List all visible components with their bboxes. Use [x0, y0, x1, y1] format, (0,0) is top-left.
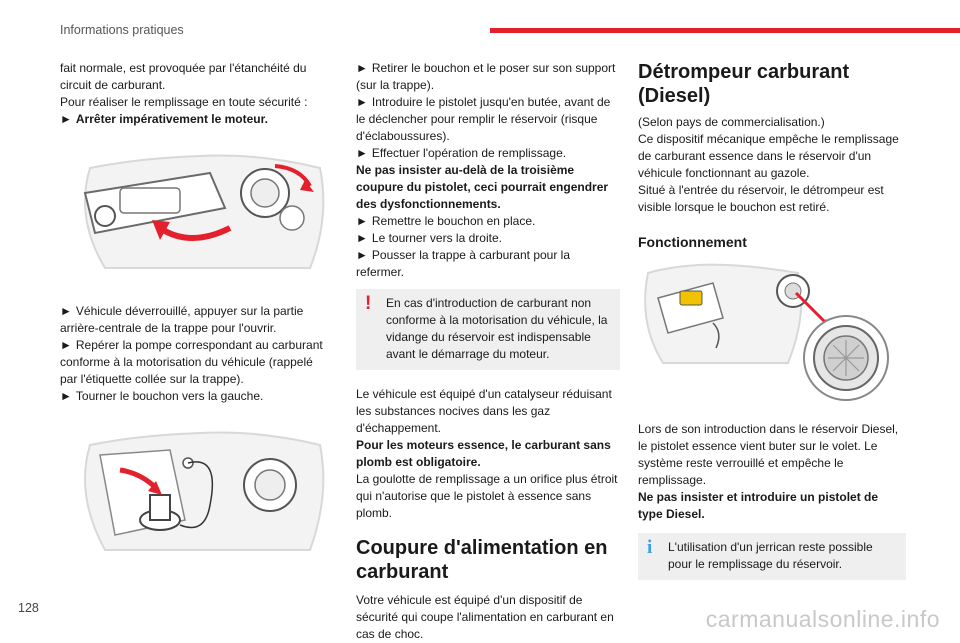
step-text: Effectuer l'opération de remplissage.: [371, 146, 567, 160]
warning-third-cutoff: Ne pas insister au-delà de la troisième coupure du pistolet, ceci pourrait engendrer des dysfonctionnements.: [356, 163, 609, 211]
heading-operation: Fonctionnement: [638, 234, 747, 250]
step-arrow-icon: ►: [356, 248, 368, 262]
warning-exclamation-icon: !: [365, 293, 372, 314]
step-arrow-icon: ►: [356, 95, 368, 109]
step-arrow-icon: ►: [356, 146, 368, 160]
paragraph-safety: Pour réaliser le remplissage en toute sécurité :: [60, 95, 308, 109]
paragraph-mechanism: Ce dispositif mécanique empêche le remplissage de carburant essence dans le réservoir d'un véhicule fonctionnant au gazole.: [638, 132, 899, 180]
step-unlock: [60, 303, 328, 337]
paragraph-use-diesel: Ne pas insister et introduire un pistolet de type Diesel.: [638, 490, 879, 521]
step-arrow-icon: ►: [356, 61, 368, 75]
header-section-title: Informations pratiques: [60, 23, 184, 37]
steps-list: [60, 303, 328, 405]
step-text: Pousser la trappe à carburant pour la refermer.: [356, 248, 571, 279]
warning-note: [356, 289, 620, 370]
column-2: [356, 60, 620, 643]
step-text: Véhicule déverrouillé, appuyer sur la partie arrière-centrale de la trappe pour l'ouvrir.: [60, 304, 304, 335]
page-number: 128: [18, 601, 39, 615]
step-arrow-icon: ►: [356, 231, 368, 245]
step-turn-right: [356, 230, 620, 247]
header-accent-bar: [490, 28, 960, 33]
info-note-text: L'utilisation d'un jerrican reste possible pour le remplissage du réservoir.: [668, 540, 873, 571]
figure-cap-removed: [60, 425, 328, 560]
paragraph-nozzle-blocked: Lors de son introduction dans le réservoir Diesel, le pistolet essence vient buter sur le volet. Le système reste verrouillé et empêche le remplissage.: [638, 422, 899, 487]
paragraph-country: (Selon pays de commercialisation.): [638, 115, 825, 129]
paragraph-catalyst: Le véhicule est équipé d'un catalyseur réduisant les substances nocives dans les gaz d'échappement.: [356, 387, 612, 435]
heading-misfuel-device: Détrompeur carburant (Diesel): [638, 61, 850, 107]
step-fill: [356, 145, 620, 162]
step-text: Introduire le pistolet jusqu'en butée, avant de le déclencher pour remplir le réservoir (risque d'éclaboussures).: [356, 95, 611, 143]
step-close-flap: [356, 247, 620, 281]
figure-misfuel-device: [638, 263, 906, 413]
step-insert-nozzle: [356, 94, 620, 145]
info-icon: i: [647, 537, 653, 558]
step-text: Arrêter impérativement le moteur.: [75, 112, 268, 126]
step-turn-cap-left: [60, 388, 328, 405]
step-arrow-icon: ►: [60, 112, 72, 126]
figure-fuel-flap-open: [60, 148, 328, 283]
step-arrow-icon: ►: [356, 214, 368, 228]
column-1: [60, 60, 328, 560]
paragraph-location: Situé à l'entrée du réservoir, le détrompeur est visible lorsque le bouchon est retiré.: [638, 183, 884, 214]
paragraph-unleaded: Pour les moteurs essence, le carburant sans plomb est obligatoire.: [356, 438, 611, 469]
info-note: [638, 533, 906, 580]
step-arrow-icon: ►: [60, 338, 72, 352]
heading-fuel-cutoff: Coupure d'alimentation en carburant: [356, 537, 608, 583]
step-text: Retirer le bouchon et le poser sur son support (sur la trappe).: [356, 61, 616, 92]
step-replace-cap: [356, 213, 620, 230]
step-text: Le tourner vers la droite.: [371, 231, 502, 245]
step-arrow-icon: ►: [60, 304, 72, 318]
step-remove-cap: [356, 60, 620, 94]
paragraph-fuel-cutoff: Votre véhicule est équipé d'un dispositif de sécurité qui coupe l'alimentation en carburant en cas de choc.: [356, 593, 614, 641]
step-text: Remettre le bouchon en place.: [371, 214, 536, 228]
step-text: Tourner le bouchon vers la gauche.: [75, 389, 264, 403]
watermark: carmanualsonline.info: [705, 606, 940, 632]
column-3: [638, 60, 906, 580]
warning-note-text: En cas d'introduction de carburant non conforme à la motorisation du véhicule, la vidange du réservoir est indispensable avant le démarrage du moteur.: [386, 296, 608, 361]
step-arrow-icon: ►: [60, 389, 72, 403]
paragraph-goulotte: La goulotte de remplissage a un orifice plus étroit qui n'autorise que le pistolet à essence sans plomb.: [356, 472, 618, 520]
step-locate-pump: [60, 337, 328, 388]
paragraph-seal: fait normale, est provoquée par l'étanchéité du circuit de carburant.: [60, 61, 307, 92]
step-stop-engine: [60, 111, 328, 128]
step-text: Repérer la pompe correspondant au carburant conforme à la motorisation du véhicule (rappelé par l'étiquette collée sur la trappe).: [60, 338, 323, 386]
